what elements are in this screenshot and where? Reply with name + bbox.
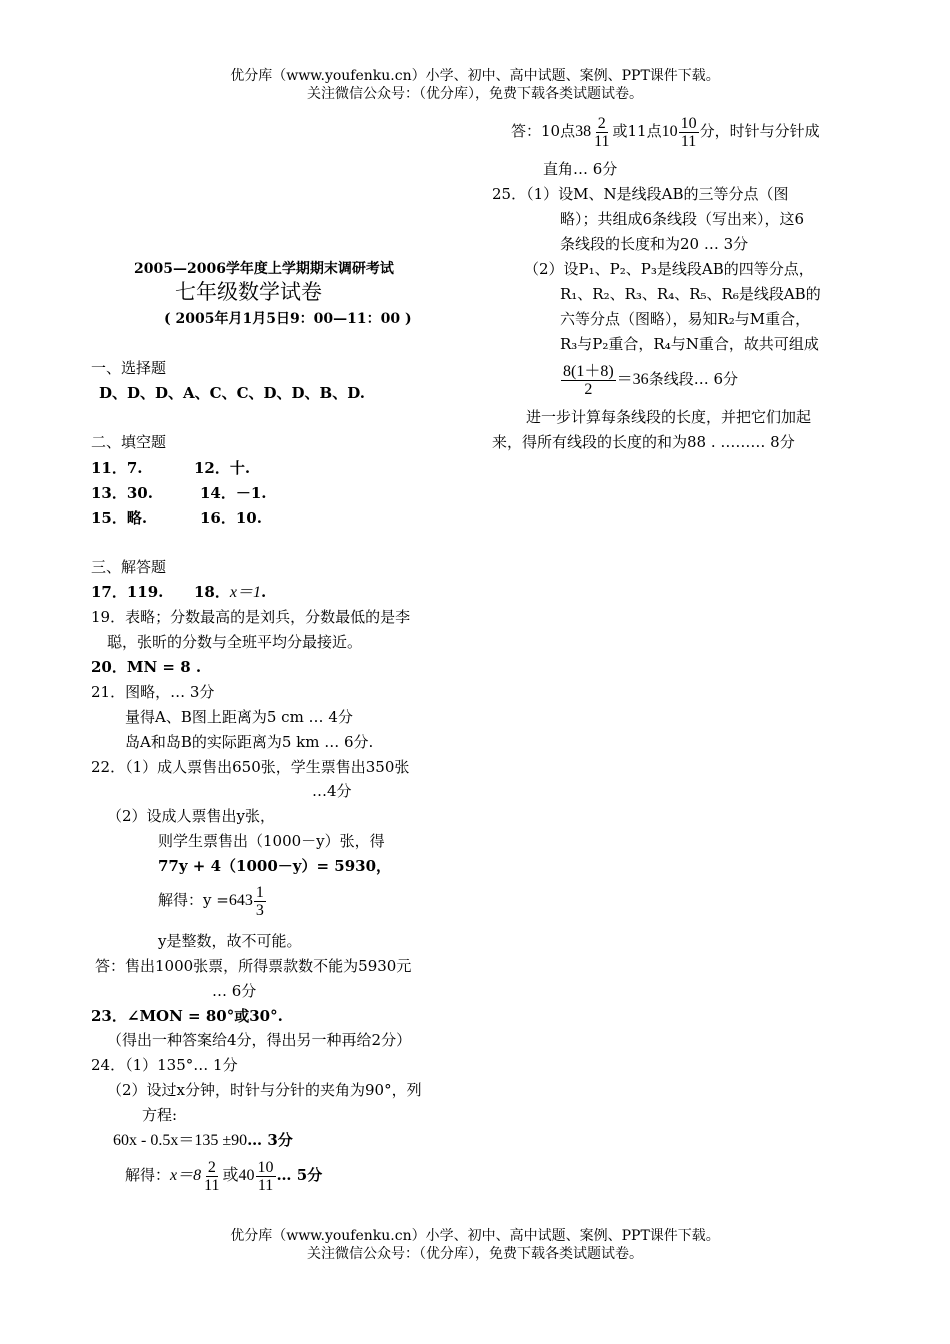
answer-22-line-6: 解得：y =643 $\frac{1}{3}$ (158, 883, 264, 919)
answer-24-line-2: （2）设过x分钟，时针与分针的夹角为90°，列 (107, 1081, 422, 1099)
answer-25-line-9: 进一步计算每条线段的长度，并把它们加起 (526, 408, 812, 426)
answer-21-line-3: 岛A和岛B的实际距离为5 km … 6分. (125, 733, 374, 751)
answer-23-line-2: （得出一种答案给4分，得出另一种再给2分） (107, 1031, 412, 1049)
answer-13: 13．30. (91, 484, 153, 502)
fraction-38-2-11: $\frac{2}{11}$ (594, 114, 610, 150)
answer-22-line-7: y是整数，故不可能。 (158, 932, 302, 950)
answer-11: 11．7. (91, 459, 143, 477)
section-2-heading: 二、填空题 (91, 433, 167, 451)
fraction-2-11: $\frac{2}{11}$ (204, 1158, 220, 1194)
footer-line-1: 优分库（www.youfenku.cn）小学、初中、高中试题、案例、PPT课件下载。 (230, 1228, 720, 1244)
fraction-10-10-11: $\frac{10}{11}$ (680, 114, 697, 150)
answer-22-line-4: 则学生票售出（1000－y）张，得 (158, 832, 385, 850)
answer-19-line-1: 19．表略；分数最高的是刘兵，分数最低的是李 (91, 608, 411, 626)
answer-23-line-1: 23．∠MON = 80°或30°. (91, 1007, 283, 1025)
section-1-heading: 一、选择题 (91, 359, 167, 377)
header-line-1: 优分库（www.youfenku.cn）小学、初中、高中试题、案例、PPT课件下载。 (230, 68, 720, 84)
exam-date: ( 2005年月1月5日9：00—11：00 ) (164, 311, 412, 327)
answer-25-line-7: R₃与P₂重合，R₄与N重合，故共可组成 (560, 335, 819, 353)
answer-20: 20．MN = 8 . (91, 658, 202, 676)
answer-24-conclusion-2: 直角… 6分 (543, 160, 618, 178)
header-line-2: 关注微信公众号：（优分库），免费下载各类试题试卷。 (307, 86, 643, 102)
footer-line-2: 关注微信公众号：（优分库），免费下载各类试题试卷。 (307, 1246, 643, 1262)
answer-22-line-1: 22．（1）成人票售出650张，学生票售出350张 (91, 758, 410, 776)
answer-22-line-3: （2）设成人票售出y张， (107, 807, 276, 825)
answer-22-line-9: … 6分 (212, 982, 257, 1000)
answer-12: 12．十. (194, 459, 251, 477)
answer-25-line-3: 条线段的长度和为20 … 3分 (560, 235, 749, 253)
section-1-answers: D、D、D、A、C、C、D、D、B、D. (99, 384, 365, 402)
fraction-10-11: $\frac{10}{11}$ (257, 1158, 274, 1194)
answer-25-line-5: R₁、R₂、R₃、R₄、R₅、R₆是线段AB的 (560, 285, 821, 303)
answer-25-line-10: 来，得所有线段的长度的和为88 . ……… 8分 (492, 433, 795, 451)
answer-15: 15．略. (91, 509, 148, 527)
exam-title: 2005—2006学年度上学期期末调研考试 (134, 261, 394, 277)
answer-17: 17．119. (91, 583, 164, 601)
section-3-heading: 三、解答题 (91, 558, 167, 576)
fraction-one-third: $\frac{1}{3}$ (255, 883, 264, 919)
answer-24-line-1: 24．（1）135°… 1分 (91, 1056, 238, 1074)
answer-24-conclusion: 答：10点38 $\frac{2}{11}$ 或11点10 $\frac{10}{11}$ 分，时针与分针成 (511, 114, 820, 150)
answer-25-line-8: $\frac{8(1+8)}{2}$ ＝36条线段… 6分 (563, 362, 738, 398)
answer-22-line-5: 77y + 4（1000－y）= 5930， (158, 857, 392, 875)
answer-24-line-3: 方程: (142, 1106, 178, 1124)
answer-16: 16．10. (200, 509, 262, 527)
answer-25-line-6: 六等分点（图略），易知R₂与M重合， (560, 310, 811, 328)
answer-19-line-2: 聪，张昕的分数与全班平均分最接近。 (107, 633, 363, 651)
answer-21-line-2: 量得A、B图上距离为5 cm … 4分 (125, 708, 353, 726)
answer-18: 18．x＝1. (194, 583, 267, 601)
answer-14: 14．－1. (200, 484, 267, 502)
answer-25-line-4: （2）设P₁、P₂、P₃是线段AB的四等分点， (524, 260, 814, 278)
answer-22-line-2: …4分 (312, 782, 352, 800)
fraction-8-1-plus-8-over-2: $\frac{8(1+8)}{2}$ (563, 362, 614, 398)
exam-subtitle: 七年级数学试卷 (175, 280, 322, 304)
answer-24-line-5: 解得：x＝8 $\frac{2}{11}$ 或40 $\frac{10}{11}$ … 5分 (125, 1158, 323, 1194)
answer-24-line-4: 60x - 0.5x＝135 ±90… 3分 (113, 1131, 293, 1149)
answer-25-line-2: 略）；共组成6条线段（写出来），这6 (560, 210, 805, 228)
answer-25-line-1: 25．（1）设M、N是线段AB的三等分点（图 (492, 185, 789, 203)
answer-21-line-1: 21．图略，… 3分 (91, 683, 215, 701)
answer-22-line-8: 答：售出1000张票，所得票款数不能为5930元 (95, 957, 412, 975)
